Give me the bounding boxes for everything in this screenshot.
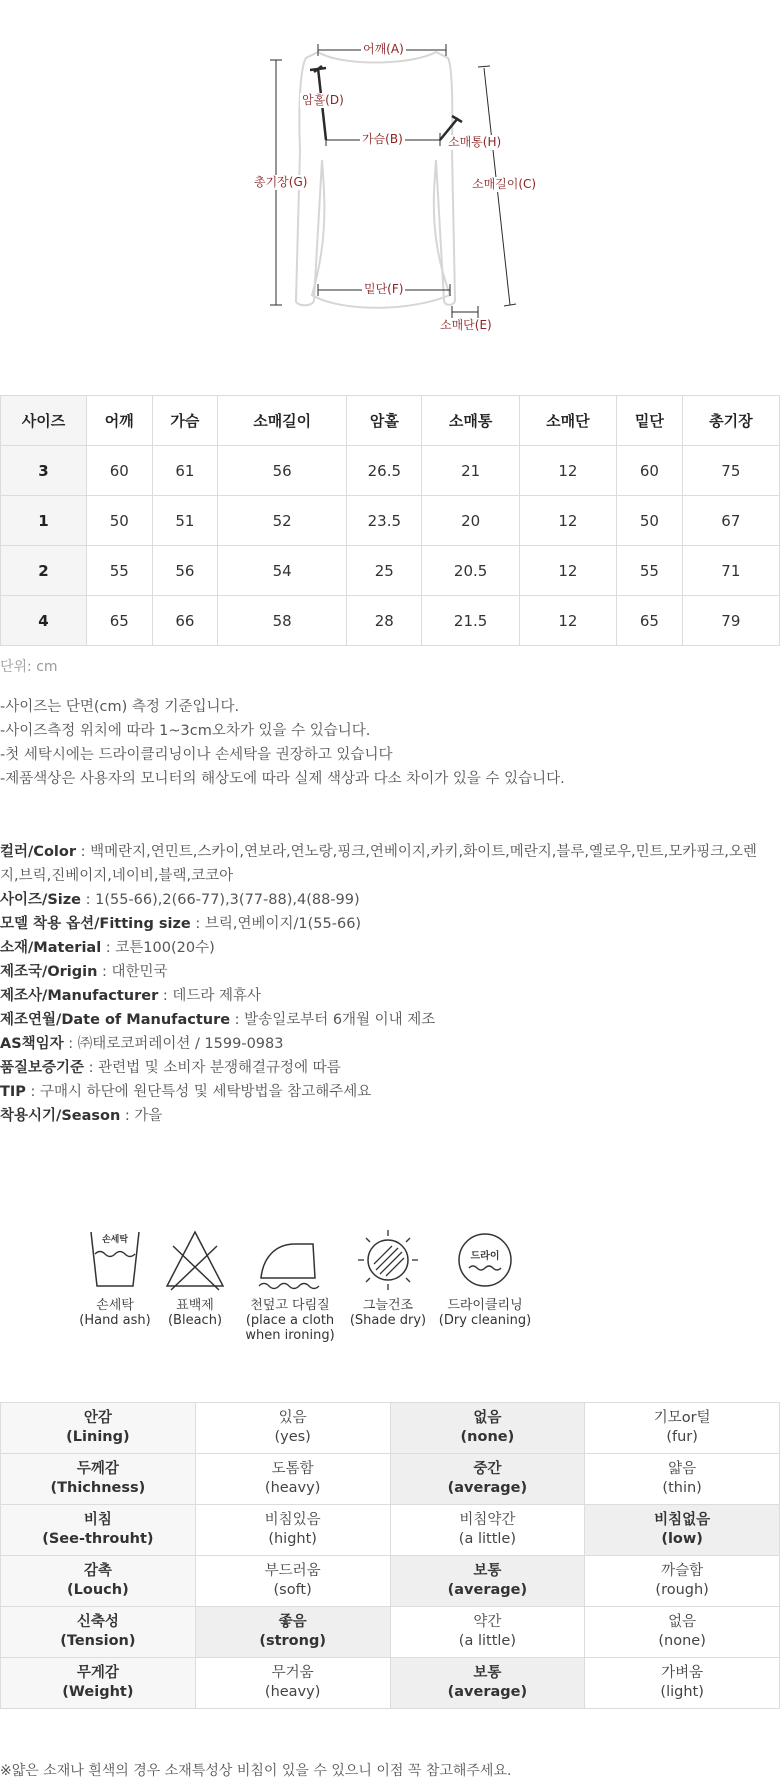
size-diagram	[0, 0, 780, 345]
label-sleeve-length: 소매길이(C)	[472, 177, 537, 191]
header-cell: 소매통	[422, 396, 519, 446]
unit-note: 단위: cm	[0, 659, 58, 675]
label-hem: 밑단(F)	[364, 282, 404, 296]
fabric-option-selected: 좋음 (strong)	[195, 1607, 390, 1658]
fabric-option: 무거움 (heavy)	[195, 1658, 390, 1709]
header-cell: 사이즈	[1, 396, 87, 446]
hand-wash-icon	[85, 1228, 145, 1292]
size-cell: 4	[1, 596, 87, 646]
iron-icon	[255, 1228, 325, 1292]
table-cell: 71	[682, 546, 779, 596]
size-cell: 2	[1, 546, 87, 596]
table-cell: 51	[152, 496, 218, 546]
header-cell: 가슴	[152, 396, 218, 446]
fabric-option: 까슬함 (rough)	[585, 1556, 780, 1607]
table-cell: 65	[617, 596, 683, 646]
fabric-head: 안감 (Lining)	[1, 1403, 196, 1454]
table-cell: 12	[519, 446, 616, 496]
fabric-head: 신축성 (Tension)	[1, 1607, 196, 1658]
spec-as-contact: AS책임자 : ㈜태로코퍼레이션 / 1599-0983	[0, 1036, 284, 1052]
note-line: -사이즈는 단면(cm) 측정 기준입니다.	[0, 699, 240, 715]
table-cell: 58	[218, 596, 347, 646]
fabric-option: 없음 (none)	[585, 1607, 780, 1658]
table-cell: 25	[347, 546, 422, 596]
care-label: 천덮고 다림질	[250, 1298, 330, 1313]
fabric-option: 비침있음 (hight)	[195, 1505, 390, 1556]
fabric-head: 비침 (See-throuht)	[1, 1505, 196, 1556]
product-specs	[0, 840, 770, 1128]
note-line: -첫 세탁시에는 드라이클리닝이나 손세탁을 권장하고 있습니다	[0, 747, 393, 763]
table-row	[1, 496, 780, 546]
label-cuff: 소매단(E)	[440, 318, 492, 332]
fabric-option: 비침약간 (a little)	[390, 1505, 585, 1556]
spec-material: 소재/Material : 코튼100(20수)	[0, 940, 215, 956]
care-label-en: (Hand ash)	[79, 1313, 151, 1328]
fabric-option-selected: 중간 (average)	[390, 1454, 585, 1505]
table-cell: 55	[617, 546, 683, 596]
table-cell: 56	[152, 546, 218, 596]
spec-manufacturer: 제조사/Manufacturer : 데드라 제휴사	[0, 988, 262, 1004]
fabric-row-touch	[1, 1556, 780, 1607]
table-cell: 23.5	[347, 496, 422, 546]
table-row	[1, 596, 780, 646]
note-line: -제품색상은 사용자의 모니터의 해상도에 따라 실제 색상과 다소 차이가 있을 수 있습니다.	[0, 771, 565, 787]
svg-text:드라이: 드라이	[470, 1251, 500, 1262]
care-no-bleach	[140, 1228, 250, 1328]
size-cell: 1	[1, 496, 87, 546]
size-cell: 3	[1, 446, 87, 496]
header-cell: 암홀	[347, 396, 422, 446]
size-notes	[0, 695, 565, 791]
table-cell: 28	[347, 596, 422, 646]
header-cell: 어깨	[87, 396, 153, 446]
fabric-head: 두께감 (Thichness)	[1, 1454, 196, 1505]
care-label-en: (Bleach)	[167, 1313, 223, 1328]
table-cell: 56	[218, 446, 347, 496]
fabric-option: 도톰함 (heavy)	[195, 1454, 390, 1505]
table-cell: 60	[617, 446, 683, 496]
table-cell: 50	[617, 496, 683, 546]
care-shade-dry	[333, 1228, 443, 1328]
label-sleeve-width: 소매통(H)	[448, 135, 502, 149]
fabric-option-selected: 보통 (average)	[390, 1556, 585, 1607]
dry-clean-icon	[453, 1228, 517, 1292]
spec-color: 컬러/Color : 백메란지,연민트,스카이,연보라,연노랑,핑크,연베이지,카키,화이트,메란지,블루,옐로우,민트,모카핑크,오렌지,브릭,진베이지,네이비,블랙,코코아	[0, 844, 757, 884]
table-cell: 26.5	[347, 446, 422, 496]
spec-quality-standard: 품질보증기준 : 관련법 및 소비자 분쟁해결규정에 따름	[0, 1060, 341, 1076]
header-cell: 총기장	[682, 396, 779, 446]
shade-dry-icon	[356, 1228, 420, 1292]
table-row	[1, 446, 780, 496]
care-label: 손세탁	[96, 1298, 134, 1313]
table-cell: 21.5	[422, 596, 519, 646]
table-cell: 55	[87, 546, 153, 596]
fabric-option-selected: 비침없음 (low)	[585, 1505, 780, 1556]
table-cell: 67	[682, 496, 779, 546]
fabric-table	[0, 1402, 780, 1709]
fabric-option: 약간 (a little)	[390, 1607, 585, 1658]
fabric-row-weight	[1, 1658, 780, 1709]
table-cell: 79	[682, 596, 779, 646]
table-cell: 12	[519, 596, 616, 646]
see-through-warning: ※얇은 소재나 흰색의 경우 소재특성상 비침이 있을 수 있으니 이점 꼭 참고해주세요.	[0, 1763, 512, 1779]
fabric-option: 기모or털 (fur)	[585, 1403, 780, 1454]
label-total-length: 총기장(G)	[254, 175, 308, 189]
table-cell: 65	[87, 596, 153, 646]
table-cell: 60	[87, 446, 153, 496]
care-label-en: (place a cloth when ironing)	[245, 1313, 335, 1343]
table-cell: 20	[422, 496, 519, 546]
fabric-option: 얇음 (thin)	[585, 1454, 780, 1505]
size-table	[0, 395, 780, 646]
table-row	[1, 546, 780, 596]
table-cell: 66	[152, 596, 218, 646]
spec-season: 착용시기/Season : 가을	[0, 1108, 163, 1124]
care-label-en: (Dry cleaning)	[438, 1313, 532, 1328]
care-label: 표백제	[176, 1298, 214, 1313]
label-chest: 가슴(B)	[362, 132, 403, 146]
spec-tip: TIP : 구매시 하단에 원단특성 및 세탁방법을 참고해주세요	[0, 1084, 372, 1100]
header-cell: 밑단	[617, 396, 683, 446]
table-cell: 50	[87, 496, 153, 546]
label-armhole: 암홀(D)	[302, 93, 344, 107]
size-table-header	[1, 396, 780, 446]
svg-text:손세탁: 손세탁	[101, 1235, 129, 1245]
table-cell: 20.5	[422, 546, 519, 596]
table-cell: 61	[152, 446, 218, 496]
label-shoulder: 어깨(A)	[363, 42, 404, 56]
care-iron	[235, 1228, 345, 1343]
fabric-option: 있음 (yes)	[195, 1403, 390, 1454]
spec-fitting-size: 모델 착용 옵션/Fitting size : 브릭,연베이지/1(55-66)	[0, 916, 362, 932]
care-label: 그늘건조	[362, 1298, 414, 1313]
fabric-option-selected: 없음 (none)	[390, 1403, 585, 1454]
spec-size: 사이즈/Size : 1(55-66),2(66-77),3(77-88),4(88-99)	[0, 892, 360, 908]
table-cell: 52	[218, 496, 347, 546]
fabric-option: 부드러움 (soft)	[195, 1556, 390, 1607]
care-label: 드라이클리닝	[447, 1298, 523, 1313]
header-cell: 소매단	[519, 396, 616, 446]
table-cell: 21	[422, 446, 519, 496]
fabric-row-lining	[1, 1403, 780, 1454]
table-cell: 12	[519, 546, 616, 596]
fabric-row-see-through	[1, 1505, 780, 1556]
note-line: -사이즈측정 위치에 따라 1~3cm오차가 있을 수 있습니다.	[0, 723, 371, 739]
table-cell: 75	[682, 446, 779, 496]
fabric-option: 가벼움 (light)	[585, 1658, 780, 1709]
care-dry-clean	[430, 1228, 540, 1328]
table-cell: 12	[519, 496, 616, 546]
spec-manufacture-date: 제조연월/Date of Manufacture : 발송일로부터 6개월 이내 제조	[0, 1012, 436, 1028]
fabric-row-tension	[1, 1607, 780, 1658]
care-label-en: (Shade dry)	[349, 1313, 427, 1328]
fabric-head: 무게감 (Weight)	[1, 1658, 196, 1709]
fabric-head: 감촉 (Louch)	[1, 1556, 196, 1607]
header-cell: 소매길이	[218, 396, 347, 446]
table-cell: 54	[218, 546, 347, 596]
fabric-row-thickness	[1, 1454, 780, 1505]
no-bleach-icon	[163, 1228, 227, 1292]
fabric-option-selected: 보통 (average)	[390, 1658, 585, 1709]
spec-origin: 제조국/Origin : 대한민국	[0, 964, 168, 980]
